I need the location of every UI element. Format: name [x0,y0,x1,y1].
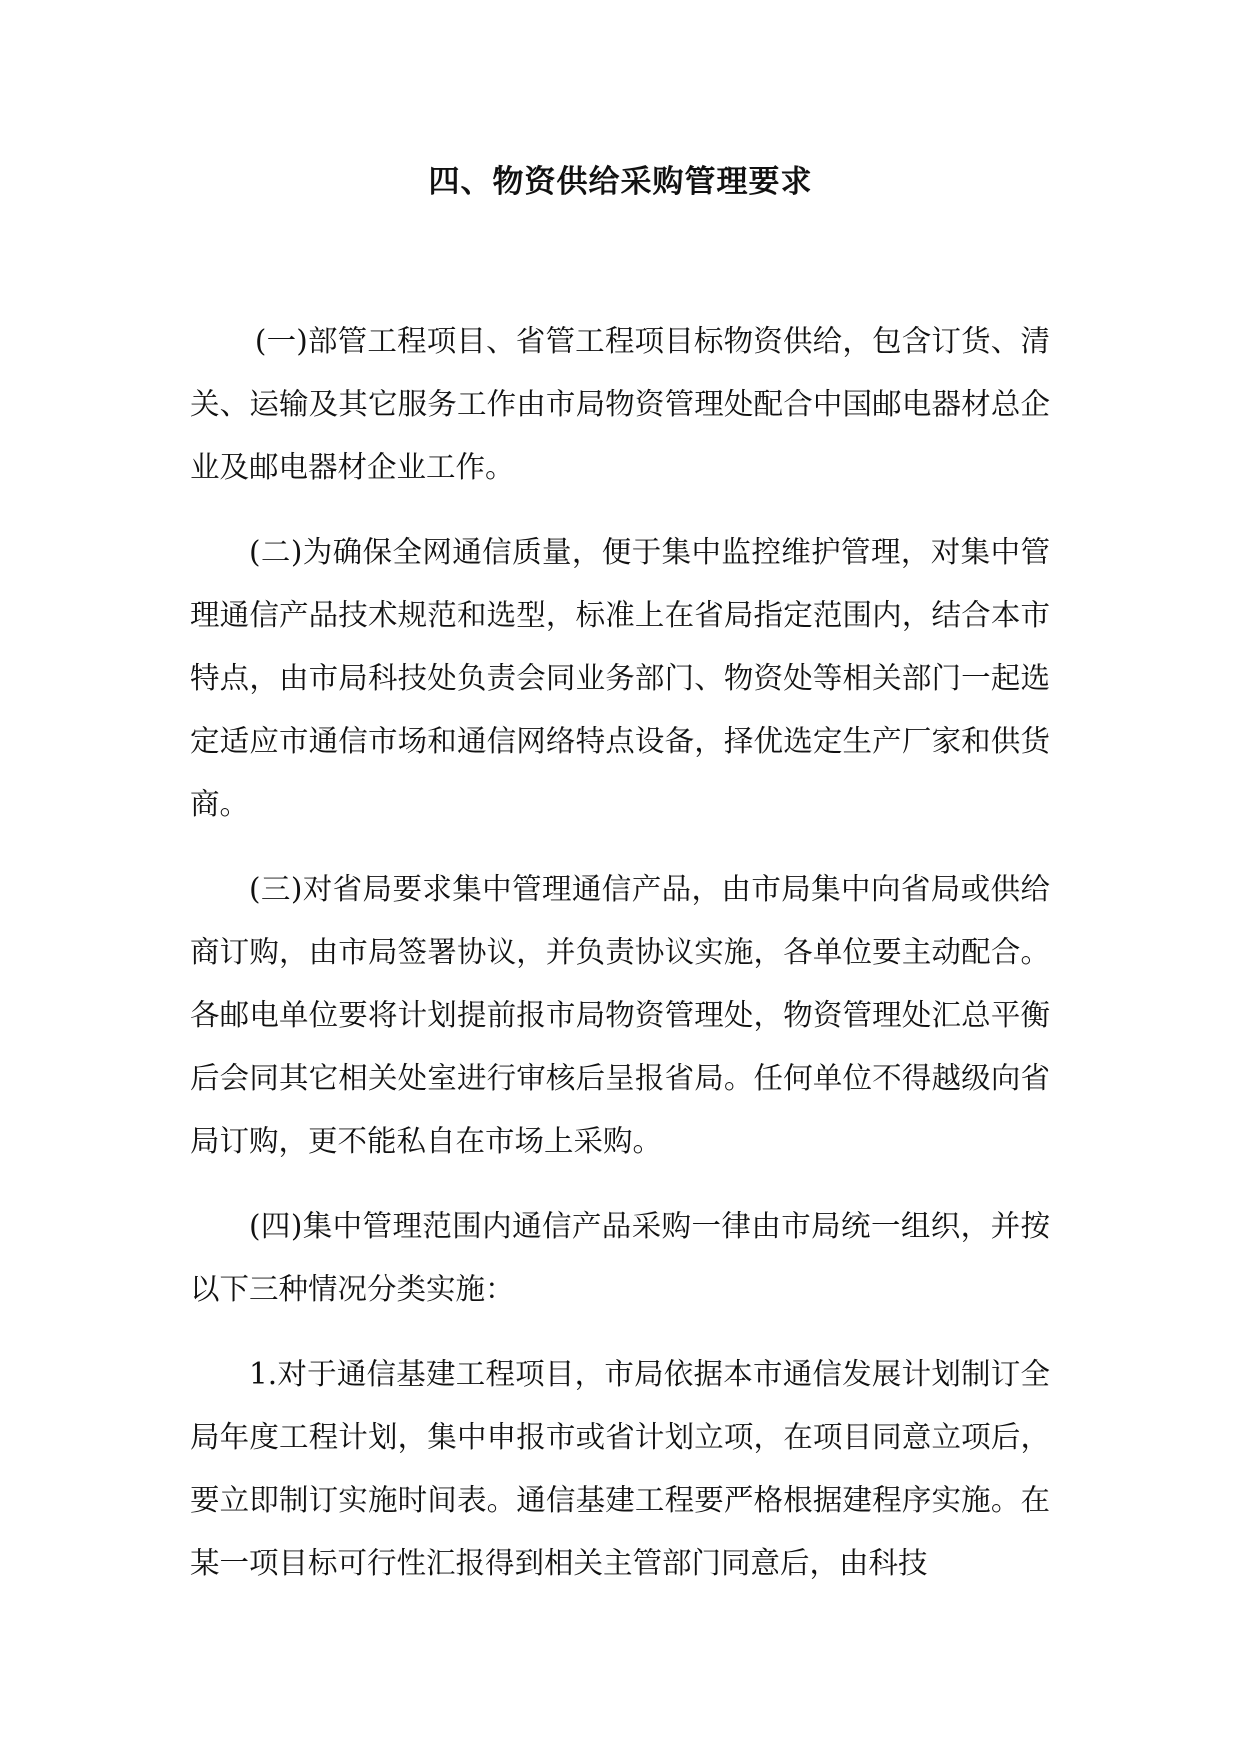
document-body [190,310,1050,1617]
paragraph-2: (二)为确保全网通信质量，便于集中监控维护管理，对集中管理通信产品技术规范和选型，标准上在省局指定范围内，结合本市特点，由市局科技处负责会同业务部门、物资处等相关部门一起选定适应市通信市场和通信网络特点设备，择优选定生产厂家和供货商。 [190,535,1050,821]
paragraph-1: (一)部管工程项目、省管工程项目标物资供给，包含订货、清关、运输及其它服务工作由市局物资管理处配合中国邮电器材总企业及邮电器材企业工作。 [190,324,1050,484]
paragraph-5: 1.对于通信基建工程项目，市局依据本市通信发展计划制订全局年度工程计划，集中申报市或省计划立项，在项目同意立项后，要立即制订实施时间表。通信基建工程要严格根据建程序实施。在某一项目标可行性汇报得到相关主管部门同意后，由科技 [190,1357,1050,1580]
document-title: 四、物资供给采购管理要求 [428,164,813,200]
paragraph-4: (四)集中管理范围内通信产品采购一律由市局统一组织，并按以下三种情况分类实施： [190,1209,1050,1306]
paragraph-3: (三)对省局要求集中管理通信产品，由市局集中向省局或供给商订购，由市局签署协议，并负责协议实施，各单位要主动配合。各邮电单位要将计划提前报市局物资管理处，物资管理处汇总平衡后会同其它相关处室进行审核后呈报省局。任何单位不得越级向省局订购，更不能私自在市场上采购。 [190,872,1050,1158]
